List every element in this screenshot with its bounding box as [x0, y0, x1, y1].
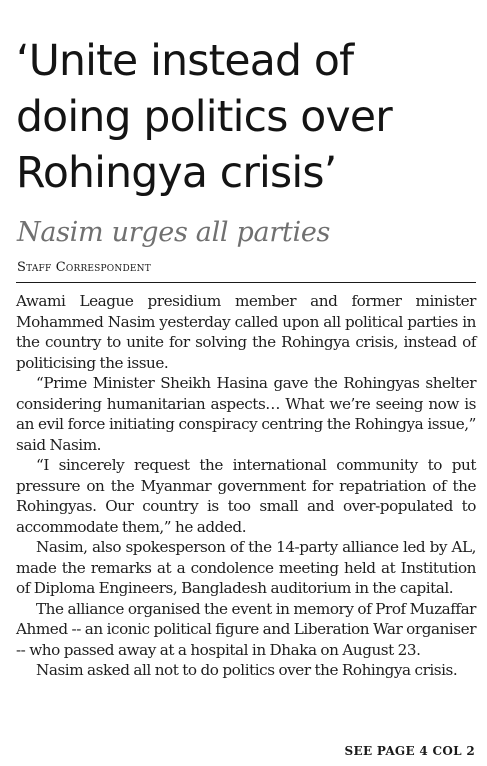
article-paragraph: Awami League presidium member and former minister Mohammed Nasim yesterday called upon all political parties in the country to unite for solving the Rohingya crisis, instead of politicising the issue.	[16, 292, 476, 372]
continuation-jump-line: SEE PAGE 4 COL 2	[344, 744, 475, 758]
headline-line: Rohingya crisis’	[16, 149, 337, 198]
headline	[16, 34, 481, 202]
headline-line: doing politics over	[16, 93, 392, 142]
byline-divider	[16, 282, 476, 283]
article-paragraph: Nasim, also spokesperson of the 14-party alliance led by AL, made the remarks at a condolence meeting held at Institution of Diploma Engineers, Bangladesh auditorium in the capital.	[16, 538, 476, 597]
headline-line: ‘Unite instead of	[16, 37, 354, 86]
article-paragraph: “Prime Minister Sheikh Hasina gave the Rohingyas shelter considering humanitarian aspects… What we’re seeing now is an evil force initiating conspiracy centring the Rohingya issue,” said Nasim.	[16, 374, 476, 454]
article-body	[16, 291, 476, 681]
subheadline: Nasim urges all parties	[17, 217, 331, 248]
byline: Staff Correspondent	[17, 260, 151, 275]
article-paragraph: “I sincerely request the international community to put pressure on the Myanmar government for repatriation of the Rohingyas. Our country is too small and over-populated to accommodate them,” he added.	[16, 456, 476, 536]
article-paragraph: Nasim asked all not to do politics over the Rohingya crisis.	[36, 661, 458, 679]
article-paragraph: The alliance organised the event in memory of Prof Muzaffar Ahmed -- an iconic political figure and Liberation War organiser -- who passed away at a hospital in Dhaka on August 23.	[16, 599, 476, 659]
